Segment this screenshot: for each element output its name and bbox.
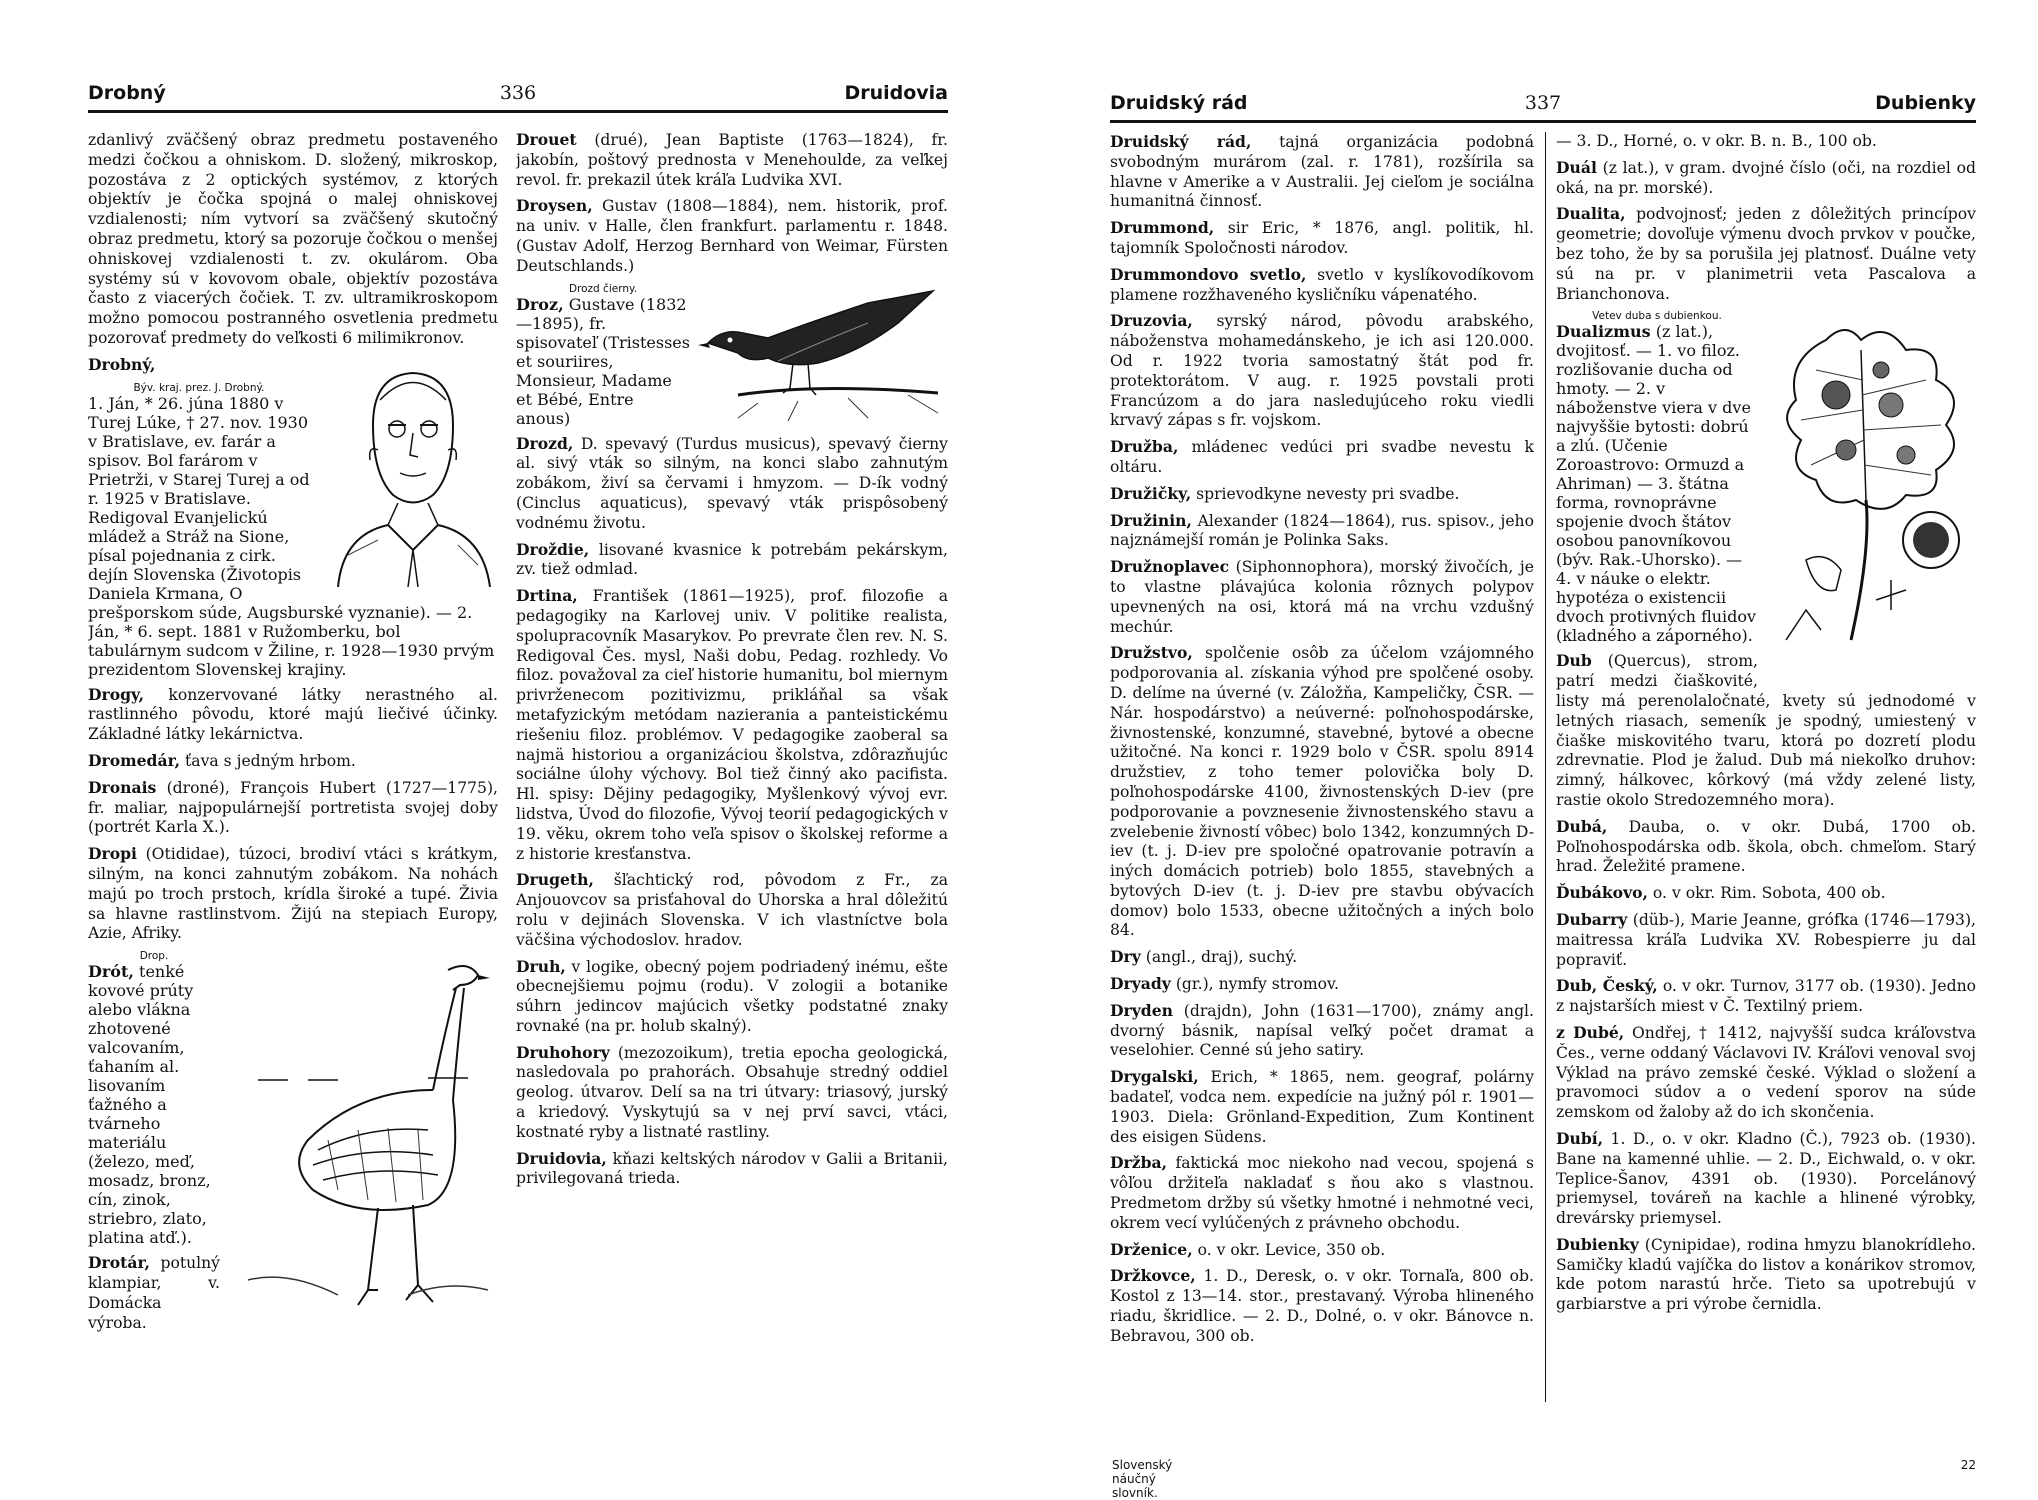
- entry-paragraph: Drygalski, Erich, * 1865, nem. geograf, polárny badateľ, vodca nem. expedície na južný pól r. 1901—1903. Diela: Grönland-Expedition, Zum Kontinent des eisigen Südens.: [1110, 1067, 1534, 1146]
- left-column-2: Drouet (drué), Jean Baptiste (1763—1824), fr. jakobín, poštový prednosta v Menehoulde, za veľkej revol. fr. prekazil útek kráľa Ludvika XVI. Droysen, Gustav (1808—1884), nem. historik, prof. na univ. v Halle, člen frankfurt. parlamentu r. 1848. (Gustav Adolf, Herzog Bernhard von Weimar, Fürsten Deutschlands.) Drozd čierny. Droz, Gustave (1832—1895), fr. spisovateľ (Tristesses et souriires, Monsieur, Madame et Bébé, Entre anous) Drozd, D. spevavý (Turdus musicus), spevavý čierny al. sivý vták so silným, na konci slabo zahnutým zobákom, živí sa červami i hmyzom. — D-ík vodný (Cinclus aquaticus), spevavý vták prispôsobený vodnému životu. Droždie, lisované kvasnice k potrebám pekárskym, zv. tiež odmlad. Drtina, František (1861—1925), prof. filozofie a pedagogiky na Karlovej univ. V politike realista, spolupracovník Masarykov. Po prevrate člen rev. N. S. Redigoval Čes. mysl, Naši dobu, Pedag. rozhledy. Vo filoz. považoval za cieľ historie humanitu, bol miernym privrženecom pozitivizmu, prikláňal sa však metafyzickým metódam nazierania a panteistickému riešeniu filoz. problémov. V pedagogike zaoberal sa najmä historiou a organizáciou školstva, zdôrazňujúc sociálne úlohy výchovy. Bol tiež činný ako pacifista. Hl. spisy: Dějiny pedagogiky, Myšlenkový vývoj evr. lidstva, Úvod do filozofie, Vývoj teorií pedagogických v 19. věku, okrem toho veľa spisov o školskej reforme a z historie kresťanstva. Drugeth, šľachtický rod, pôvodom z Fr., za Anjouovcov sa prisťahoval do Uhorska a hral dôležitú rolu v dejinách Slovenska. V ich vlastníctve bola väčšina východoslov. hradov. Druh, v logike, obecný pojem podriadený inému, ešte obecnejšiemu pojmu (rodu). V zologii a botanike súhrn jedincov majúcich všetky podstatné znaky rovnaké (na pr. holub skalný). Druhohory (mezozoikum), tretia epocha geologická, nasledovala po prahorách. Obsahuje stredný oddiel geolog. útvarov. Delí sa na tri útvary: triasový, jurský a kriedový. Vyskytujú sa v nej prví savci, vtáci, kostnaté ryby a listnaté rastliny. Druidovia, kňazi keltských národov v Galii a Britanii, privilegovaná trieda.: [516, 130, 948, 1188]
- entry-paragraph: Droždie, lisované kvasnice k potrebám pekárskym, zv. tiež odmlad.: [516, 539, 948, 579]
- oak-caption: Vetev duba s dubienkou.: [1592, 310, 1722, 323]
- entry-paragraph: Drtina, František (1861—1925), prof. filozofie a pedagogiky na Karlovej univ. V politike realista, spolupracovník Masarykov. Po prevrate člen rev. N. S. Redigoval Čes. mysl, Naši dobu, Pedag. rozhledy. Vo filoz. považoval za cieľ historie humanitu, bol miernym privrženecom pozitivizmu, prikláňal sa však metafyzickým metódam nazierania a panteistickému riešeniu filoz. problémov. V pedagogike zaoberal sa najmä historiou a organizáciou školstva, zdôrazňujúc sociálne úlohy výchovy. Bol tiež činný ako pacifista. Hl. spisy: Dějiny pedagogiky, Myšlenkový vývoj evr. lidstva, Úvod do filozofie, Vývoj teorií pedagogických v 19. věku, okrem toho veľa spisov o školskej reforme a z historie kresťanstva.: [516, 586, 948, 863]
- entry-paragraph: Dub (Quercus), strom, patrí medzi čiaškovité, listy má perenolaločnaté, kvety sú jednodomé v letných riasach, semeník je spodný, umiestený v čiaške miskovitého tvaru, ktorá po dozretí plodu zdrevnatie. Plod je žalud. Dub má niekoľko druhov: zimný, hálkovec, kôrkový (má vždy zelené listy, rastie okolo Stredozemného mora).: [1556, 651, 1976, 809]
- bustard-drawing: [228, 950, 498, 1330]
- entry-paragraph: zdanlivý zväčšený obraz predmetu postaveného medzi čočkou a ohniskom. D. složený, mikroskop, pozostáva z 2 optických systémov, z ktorých objektív je čočka spojná o malej ohniskovej vzdialenosti; ním vytvorí sa zväčšený skutočný obraz predmetu, ktorý sa pozoruje čočkou o menšej ohniskovej vzdialenosti t. zv. okulárom. Oba systémy sú v kovovom obale, objektív pozostáva často z viacerých čočiek. T. zv. ultramikroskopom možno pomocou postranného osvetlenia predmetu pozorovať predmety do veľkosti 6 milimikronov.: [88, 131, 498, 347]
- entry-paragraph: Dronais (droné), François Hubert (1727—1775), fr. maliar, najpopulárnejší portretista svojej doby (portrét Karla X.).: [88, 777, 498, 837]
- bird-drawing: [698, 283, 948, 423]
- entry-paragraph: Družba, mládenec vedúci pri svadbe nevestu k oltáru.: [1110, 437, 1534, 476]
- entry-paragraph: Dub, Český, o. v okr. Turnov, 3177 ob. (1930). Jedno z najstarších miest v Č. Textilný priem.: [1556, 976, 1976, 1016]
- left-running-head: [88, 60, 948, 113]
- left-page-number: 336: [499, 82, 537, 104]
- portrait-drawing: [318, 355, 498, 587]
- entry-paragraph: Druzovia, syrský národ, pôvodu arabského, náboženstva mohamedánskeho, je ich asi 120.000. Od r. 1922 tvoria samostatný štát pod fr. protektorátom. V aug. r. 1925 povstali proti Francúzom a do jara nasledujúceho roku viedli krvavý zápas s fr. vojskom.: [1110, 311, 1534, 430]
- entry-paragraph: Družičky, sprievodkyne nevesty pri svadbe.: [1110, 483, 1460, 503]
- entry-paragraph: Držba, faktická moc niekoho nad vecou, spojená s vôľou držiteľa nakladať s ňou ako s vlastnou. Predmetom držby sú všetky hmotné i nehmotné veci, okrem vecí vylúčených z právneho obchodu.: [1110, 1153, 1534, 1232]
- bustard-caption: Drop.: [139, 950, 169, 963]
- oak-drawing: [1766, 310, 1976, 670]
- entry-paragraph: Drogy, konzervované látky nerastného al. rastlinného pôvodu, ktoré majú liečivé účinky. Základné látky lekárnictva.: [88, 684, 498, 744]
- entry-paragraph: Druidovia, kňazi keltských národov v Galii a Britanii, privilegovaná trieda.: [516, 1148, 948, 1188]
- entry-paragraph: Drotár, potulný klampiar, v. Domácka výroba.: [88, 1253, 220, 1332]
- entry-paragraph: Drženice, o. v okr. Levice, 350 ob.: [1110, 1239, 1386, 1259]
- portrait-caption: Býv. kraj. prez. J. Drobný.: [133, 381, 265, 394]
- right-column-1: [1110, 132, 1534, 1432]
- entry-paragraph: Držkovce, 1. D., Deresk, o. v okr. Tornaľa, 800 ob. Kostol z 13—14. stor., prestavaný. Výroba hlineného riadu, škridlice. — 2. D., Dolné, o. v okr. Bánovce n. Bebravou, 300 ob.: [1110, 1266, 1534, 1345]
- entry-paragraph: Druidský rád, tajná organizácia podobná svobodným murárom (zal. r. 1781), rozšírila sa hlavne v Amerike a v Australii. Jej cieľom je sociálna humanitná činnosť.: [1110, 132, 1534, 211]
- left-running-left: Drobný: [88, 82, 166, 104]
- right-running-right: Dubienky: [1875, 92, 1976, 114]
- entry-paragraph: Dubá, Dauba, o. v okr. Dubá, 1700 ob. Poľnohospodárska odb. škola, obch. chmeľom. Starý hrad. Želežité pramene.: [1556, 816, 1976, 876]
- entry-paragraph: Dubarry (düb-), Marie Jeanne, grófka (1746—1793), maitressa kráľa Ludvika XV. Robespierre ju dal popraviť.: [1556, 909, 1976, 969]
- entry-paragraph: z Dubé, Ondřej, † 1412, najvyšší sudca kráľovstva Čes., verne oddaný Václavovi IV. Kráľovi venoval svoj Výklad na právo zemské české. Výklad o složení a pravomoci súdov a o vedení sporov na súde zemskom od žaloby až do ich skončenia.: [1556, 1022, 1976, 1122]
- footer-signature: 22: [1960, 1458, 1976, 1472]
- entry-paragraph: Dualita, podvojnosť; jeden z dôležitých princípov geometrie; dovoľuje výmenu dvoch prvkov v poučke, bez toho, že by sa porušila jej platnosť. Duálne vety sú na pr. v planimetrii veta Pascalova a Brianchonova.: [1556, 204, 1976, 303]
- entry-paragraph: Družnoplavec (Siphonnophora), morský živočích, je to vlastne plávajúca kolonia rôznych polypov upevnených na osi, ktorá má na vrchu vzdušný mechúr.: [1110, 557, 1534, 636]
- right-running-head: [1110, 70, 1976, 123]
- entry-paragraph: Drugeth, šľachtický rod, pôvodom z Fr., za Anjouovcov sa prisťahoval do Uhorska a hral dôležitú rolu v dejinách Slovenska. V ich vlastníctve bola väčšina východoslov. hradov.: [516, 870, 948, 949]
- entry-paragraph: Druh, v logike, obecný pojem podriadený inému, ešte obecnejšiemu pojmu (rodu). V zologii a botanike súhrn jedincov majúcich všetky podstatné znaky rovnaké (na pr. holub skalný).: [516, 956, 948, 1035]
- entry-paragraph: Dry (angl., draj), suchý.: [1110, 947, 1298, 967]
- bird-illustration: [698, 283, 948, 423]
- entry-paragraph: Dubienky (Cynipidae), rodina hmyzu blanokrídleho. Samičky kladú vajíčka do listov a konárikov stromov, kde potom narastú hrče. Tieto sa upotrebujú v garbiarstve a pri výrobe černidla.: [1556, 1234, 1976, 1314]
- entry-paragraph: — 3. D., Horné, o. v okr. B. n. B., 100 ob.: [1556, 132, 1877, 150]
- entry-paragraph: Dryady (gr.), nymfy stromov.: [1110, 974, 1339, 994]
- portrait-illustration: [318, 355, 498, 587]
- column-divider: [1545, 132, 1546, 1402]
- entry-paragraph: Druhohory (mezozoikum), tretia epocha geologická, nasledovala po prahorách. Obsahuje stredný oddiel geolog. útvarov. Delí sa na tri útvary: triasový, jurský a kriedový. Vyskytujú sa v nej prví savci, vtáci, kostnaté ryby a listnaté rastliny.: [516, 1042, 948, 1141]
- entry-paragraph: Drouet (drué), Jean Baptiste (1763—1824), fr. jakobín, poštový prednosta v Menehoulde, za veľkej revol. fr. prekazil útek kráľa Ludvika XVI.: [516, 130, 948, 189]
- left-running-right: Druidovia: [844, 82, 948, 104]
- right-column-2: — 3. D., Horné, o. v okr. B. n. B., 100 ob. Duál (z lat.), v gram. dvojné číslo (oči, na rozdiel od oká, na pr. morské). Dualita, podvojnosť; jeden z dôležitých princípov geometrie; dovoľuje výmenu dvoch prvkov v poučke, bez toho, že by sa porušila jej platnosť. Duálne vety sú na pr. v planimetrii veta Pascalova a Brianchonova. Vetev duba s dubienkou. Dualizmus (z lat.), dvojitosť. — 1. vo filoz. rozlišovanie ducha od hmoty. — 2. v náboženstve viera v dve najvyššie bytosti: dobrú a zlú. (Učenie Zoroastrovo: Ormuzd a Ahriman) — 3. štátna forma, rovnoprávne spojenie dvoch štátov osobou panovníkovou (býv. Rak.-Uhorsko). — 4. v náuke o elektr. hypotéza o existencii dvoch protivných fluidov (kladného a záporného). Dub (Quercus), strom, patrí medzi čiaškovité, listy má perenolaločnaté, kvety sú jednodomé v letných riasach, semeník je spodný, umiestený v čiaške miskovitého tvaru, ktorá po dozretí plodu zdrevnatie. Plod je žalud. Dub má niekoľko druhov: zimný, hálkovec, kôrkový (má vždy zelené listy, rastie okolo Stredozemného mora). Dubá, Dauba, o. v okr. Dubá, 1700 ob. Poľnohospodárska odb. škola, obch. chmeľom. Starý hrad. Želežité pramene. Ďubákovo, o. v okr. Rim. Sobota, 400 ob. Dubarry (düb-), Marie Jeanne, grófka (1746—1793), maitressa kráľa Ludvika XV. Robespierre ju dal popraviť. Dub, Český, o. v okr. Turnov, 3177 ob. (1930). Jedno z najstarších miest v Č. Textilný priem. z Dubé, Ondřej, † 1412, najvyšší sudca kráľovstva Čes., verne oddaný Václavovi IV. Kráľovi venoval svoj Výklad na právo zemské české. Výklad o složení a pravomoci súdov a o vedení sporov na súde zemskom od žaloby až do ich skončenia. Dubí, 1. D., o. v okr. Kladno (Č.), 7923 ob. (1930). Bane na kamenné uhlie. — 2. D., Eichwald, o. v okr. Teplice-Šanov, 4391 ob. (1930). Porcelánový priemysel, továreň na kachle a hlinené výrobky, drevársky priemysel. Dubienky (Cynipidae), rodina hmyzu blanokrídleho. Samičky kladú vajíčka do listov a konárikov stromov, kde potom narastú hrče. Tieto sa upotrebujú v garbiarstve a pri výrobe černidla.: [1556, 132, 1976, 1314]
- entry-paragraph: Droysen, Gustav (1808—1884), nem. historik, prof. na univ. v Halle, člen frankfurt. parlamentu r. 1848. (Gustav Adolf, Herzog Bernhard von Weimar, Fürsten Deutschlands.): [516, 196, 948, 275]
- right-running-left: Druidský rád: [1110, 92, 1248, 114]
- entry-paragraph: Ďubákovo, o. v okr. Rim. Sobota, 400 ob.: [1556, 883, 1886, 903]
- entry-paragraph: Dromedár, ťava s jedným hrbom.: [88, 750, 356, 770]
- bustard-illustration: [228, 950, 498, 1330]
- entry-paragraph: Duál (z lat.), v gram. dvojné číslo (oči, na rozdiel od oká, na pr. morské).: [1556, 157, 1976, 197]
- bird-caption: Drozd čierny.: [568, 282, 638, 295]
- entry-paragraph: Dubí, 1. D., o. v okr. Kladno (Č.), 7923 ob. (1930). Bane na kamenné uhlie. — 2. D., Eichwald, o. v okr. Teplice-Šanov, 4391 ob. (1930). Porcelánový priemysel, továreň na kachle a hlinené výrobky, drevársky priemysel.: [1556, 1128, 1976, 1228]
- footer-title: Slovenský náučný slovník.: [1112, 1458, 1173, 1500]
- oak-illustration: [1766, 310, 1976, 670]
- entry-paragraph: Družstvo, spolčenie osôb za účelom vzájomného podporovania al. získania výhod pre spolčené osoby. D. delíme na úverné (v. Záložňa, Kampeličky, ČSR. — Nár. hospodárstvo) a neúverné: poľnohospodárske, živnostenské, konzumné, stavebné, bytové a obecne užitočné. Na konci r. 1929 bolo v ČSR. spolu 8914 družstiev, z toho temer polovička boly D. poľnohospodárske 4100, živnostenských D-iev (pre podporovanie a povznesenie živnostenského stavu a zvelebenie živností vôbec) bolo 1342, konzumných D-iev (t. j. D-iev pre spoločné opatrovanie potravín a iných domácich potrieb) bolo 1855, stavebných a bytových D-iev (t. j. D-iev pre stavbu obývacích domov) bolo 1533, obecne užitočných a iných bolo 84.: [1110, 643, 1534, 940]
- entry-paragraph: Drozd, D. spevavý (Turdus musicus), spevavý čierny al. sivý vták so silným, na konci slabo zahnutým zobákom, živí sa červami i hmyzom. — D-ík vodný (Cinclus aquaticus), spevavý vták prispôsobený vodnému životu.: [516, 433, 948, 532]
- right-page-number: 337: [1524, 92, 1562, 114]
- entry-paragraph: Drummondovo svetlo, svetlo v kyslíkovodíkovom plamene rozžhaveného kysličníku vápenatého.: [1110, 264, 1534, 304]
- entry-paragraph: Dropi (Otididae), túzoci, brodiví vtáci s krátkym, silným, na konci zahnutým zobákom. Na nohách majú po troch prstoch, krídla široké a tupé. Živia sa hlavne rastlinstvom. Žijú na stepiach Europy, Azie, Afriky.: [88, 844, 498, 943]
- entry-paragraph: Dryden (drajdn), John (1631—1700), známy angl. dvorný básnik, napísal veľký počet dramat a veselohier. Cenné sú jeho satiry.: [1110, 1000, 1534, 1060]
- entry-paragraph: Drobný,: [88, 355, 498, 376]
- entry-paragraph: Družinin, Alexander (1824—1864), rus. spisov., jeho najznámejší román je Polinka Saks.: [1110, 510, 1534, 550]
- entry-paragraph: Drummond, sir Eric, * 1876, angl. politik, hl. tajomník Spoločnosti národov.: [1110, 218, 1534, 257]
- left-column-1: zdanlivý zväčšený obraz predmetu postaveného medzi čočkou a ohniskom. D. složený, mikroskop, pozostáva z 2 optických systémov, z ktorých objektív je čočka spojná o malej ohniskovej vzdialenosti; ním vytvorí sa zväčšený skutočný obraz predmetu, ktorý sa pozoruje čočkou o menšej ohniskovej vzdialenosti t. zv. okulárom. Oba systémy sú v kovovom obale, objektív pozostáva často z viacerých čočiek. T. zv. ultramikroskopom možno pomocou postranného osvetlenia predmetu pozorovať predmety do veľkosti 6 milimikronov. Drobný, Býv. kraj. prez. J. Drobný. 1. Ján, * 26. júna 1880 v Turej Lúke, † 27. nov. 1930 v Bratislave, ev. farár a spisov. Bol farárom v Prietrži, v Starej Turej a od r. 1925 v Bratislave. Redigoval Evanjelickú mládež a Stráž na Sione, písal pojednania z cirk. dejín Slovenska (Životopis Daniela Krmana, O prešporskom súde, Augsburské vyznanie). — 2. Ján, * 6. sept. 1881 v Ružomberku, bol tabulárnym sudcom v Žiline, r. 1928—1930 prvým prezidentom Slovenskej krajiny. Drogy, konzervované látky nerastného al. rastlinného pôvodu, ktoré majú liečivé účinky. Základné látky lekárnictva. Dromedár, ťava s jedným hrbom. Dronais (droné), François Hubert (1727—1775), fr. maliar, najpopulárnejší portretista svojej doby (portrét Karla X.). Dropi (Otididae), túzoci, brodiví vtáci s krátkym, silným, na konci zahnutým zobákom. Na nohách majú po troch prstoch, krídla široké a tupé. Živia sa hlavne rastlinstvom. Žijú na stepiach Europy, Azie, Afriky. Drop. Drót, tenké kovové prúty alebo vlákna zhotovené valcovaním, ťahaním al. lisovaním ťažného a tvárneho materiálu (železo, meď, mosadz, bronz, cín, zinok, striebro, zlato, platina atď.). Drotár, potulný klampiar, v. Domácka výroba.: [88, 131, 498, 1332]
